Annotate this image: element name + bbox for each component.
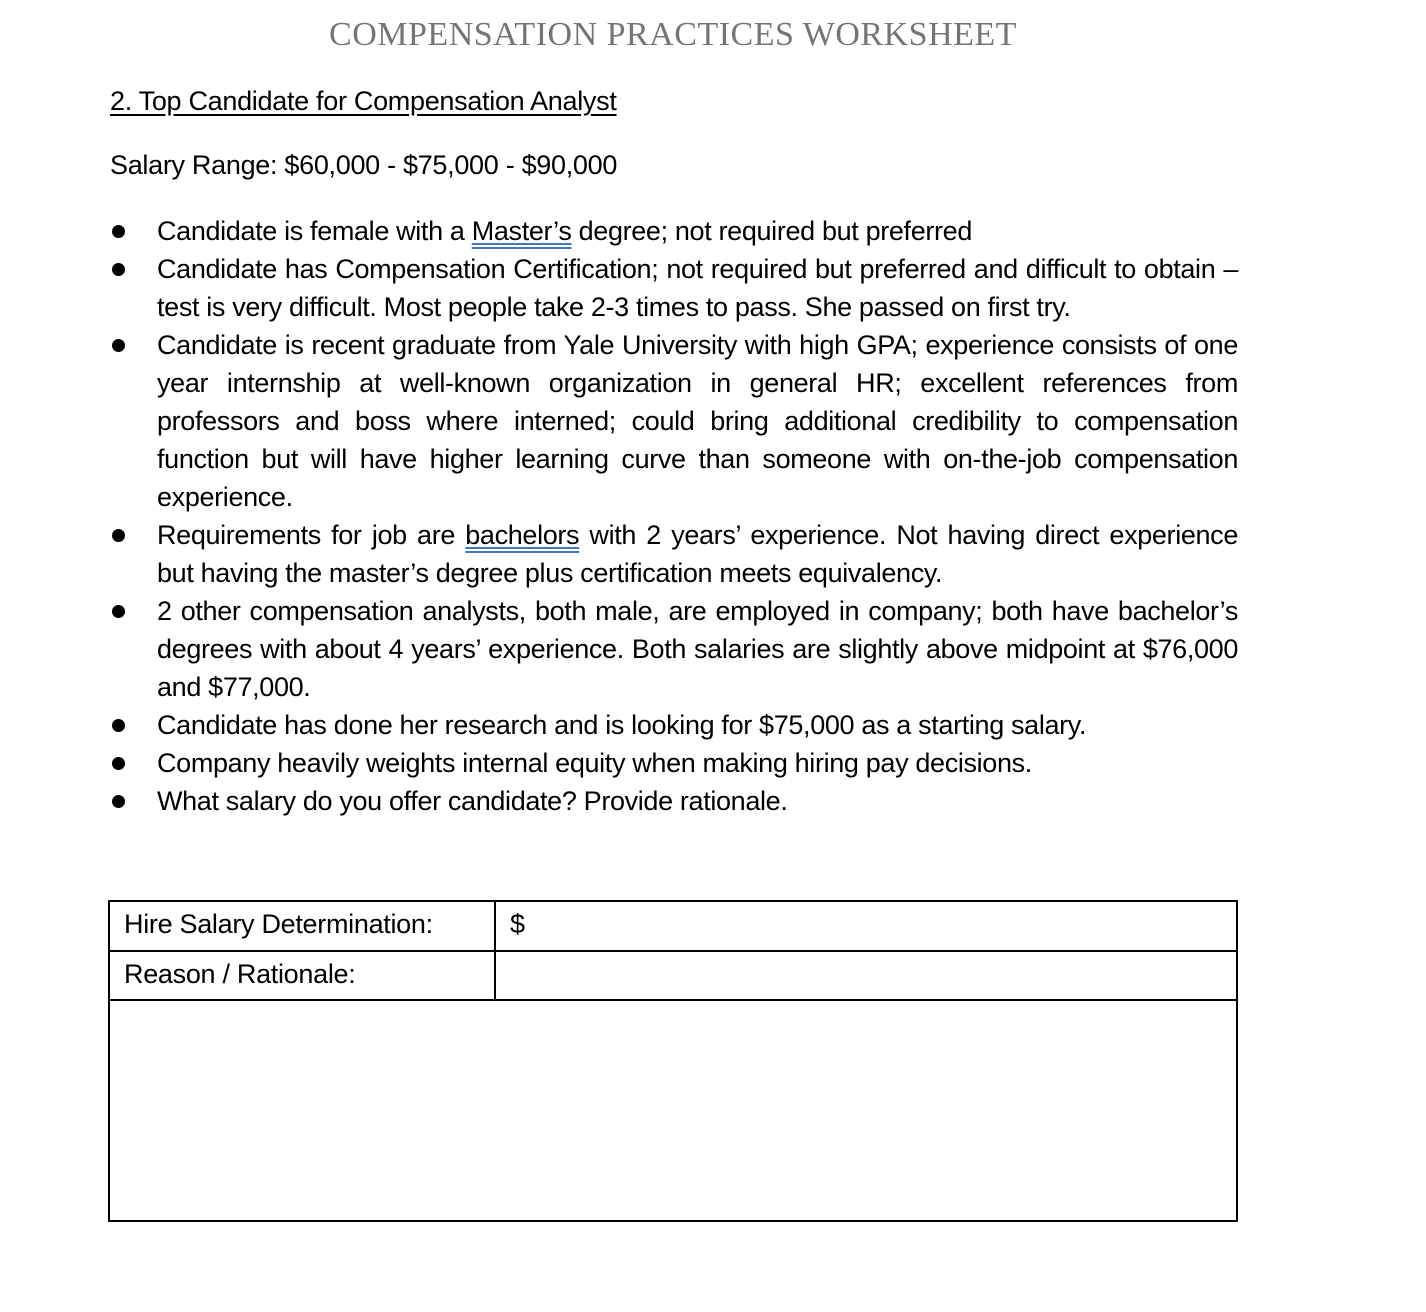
spellcheck-flagged-word[interactable]: bachelors: [465, 520, 580, 550]
hire-salary-row: [110, 902, 1236, 952]
list-item: [110, 706, 1238, 744]
rationale-row: [110, 952, 1236, 1001]
hire-salary-label: Hire Salary Determination:: [110, 902, 496, 950]
bullet-icon: [112, 757, 125, 770]
bullet-icon: [112, 263, 125, 276]
bullet-icon: [112, 225, 125, 238]
list-item: [110, 250, 1238, 326]
bullet-text: degree; not required but preferred: [571, 216, 972, 246]
page-title: COMPENSATION PRACTICES WORKSHEET: [329, 16, 1017, 53]
salary-range: Salary Range: $60,000 - $75,000 - $90,000: [110, 150, 618, 180]
bullet-icon: [112, 605, 125, 618]
bullet-text: What salary do you offer candidate? Provide rationale.: [157, 786, 788, 816]
rationale-header-field[interactable]: [496, 952, 1236, 999]
list-item: [110, 744, 1238, 782]
bullet-text: Company heavily weights internal equity when making hiring pay decisions.: [157, 748, 1032, 778]
list-item: [110, 516, 1238, 592]
bullet-icon: [112, 529, 125, 542]
bullet-icon: [112, 339, 125, 352]
bullet-icon: [112, 719, 125, 732]
bullet-text: 2 other compensation analysts, both male, are employed in company; both have bachelor’s degrees with about 4 years’ experience. Both salaries are slightly above midpoint at $76,000 and $77,000.: [157, 596, 1238, 702]
list-item: [110, 326, 1238, 516]
bullet-text: Candidate is recent graduate from Yale University with high GPA; experience consists of one year internship at well-known organization in general HR; excellent references from professors and boss where interned; could bring additional credibility to compensation function but will have higher learning curve than someone with on-the-job compensation experience.: [157, 330, 1238, 512]
hire-salary-table: [108, 900, 1238, 1222]
hire-salary-field[interactable]: $: [510, 909, 526, 939]
bullet-list: [110, 212, 1238, 820]
bullet-text: Candidate has done her research and is looking for $75,000 as a starting salary.: [157, 710, 1087, 740]
bullet-text: Candidate is female with a: [157, 216, 472, 246]
list-item: [110, 592, 1238, 706]
bullet-text: Candidate has Compensation Certification; not required but preferred and difficult to obtain – test is very difficult. Most people take 2-3 times to pass. She passed on first try.: [157, 254, 1238, 322]
list-item: [110, 782, 1238, 820]
bullet-icon: [112, 795, 125, 808]
list-item: [110, 212, 1238, 250]
section-heading: 2. Top Candidate for Compensation Analyst: [110, 86, 617, 116]
rationale-label: Reason / Rationale:: [110, 952, 496, 999]
bullet-text: with 2 years’ experience. Not having direct experience but having the master’s degree plus certification meets equivalency.: [157, 520, 1238, 588]
spellcheck-flagged-word[interactable]: Master’s: [471, 216, 572, 246]
rationale-text-area[interactable]: [110, 1001, 1236, 1220]
bullet-text: Requirements for job are: [157, 520, 466, 550]
